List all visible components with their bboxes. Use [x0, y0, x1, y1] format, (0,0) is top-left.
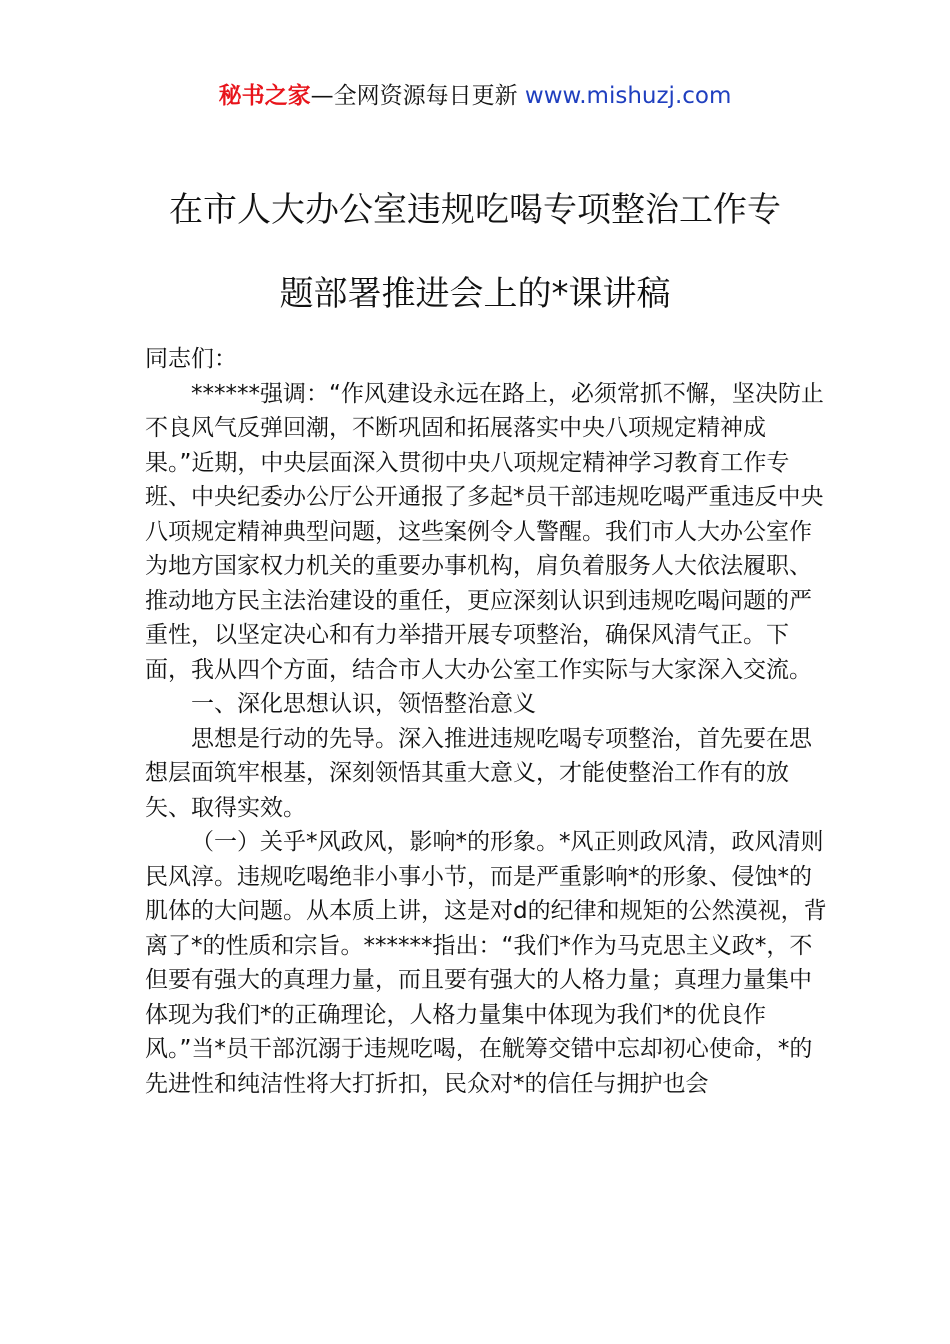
title-line-1: 在市人大办公室违规吃喝专项整治工作专 [169, 190, 781, 230]
paragraph-subsection-1: （一）关乎*风政风，影响*的形象。*风正则政风清，政风清则民风淳。违规吃喝绝非小事小节，而是严重影响*的形象、侵蚀*的肌体的大问题。从本质上讲，这是对d的纪律和规矩的公然漠视，背离了*的性质和宗旨。******指出：“我们*作为马克思主义政*，不但要有强大的真理力量，而且要有强大的人格力量；真理力量集中体现为我们*的正确理论，人格力量集中体现为我们*的优良作风。”当*员干部沉溺于违规吃喝，在觥筹交错中忘却初心使命，*的先进性和纯洁性将大打折扣，民众对*的信任与拥护也会 [145, 829, 827, 1097]
title-line-2: 题部署推进会上的*课讲稿 [279, 274, 671, 314]
paragraph-thought: 思想是行动的先导。深入推进违规吃喝专项整治，首先要在思想层面筑牢根基，深刻领悟其重大意义，才能使整治工作有的放矢、取得实效。 [145, 725, 812, 821]
header-tagline: —全网资源每日更新 [310, 83, 518, 109]
document-title [60, 168, 890, 336]
site-url[interactable]: www.mishuzj.com [524, 83, 732, 109]
paragraph-intro: ******强调：“作风建设永远在路上，必须常抓不懈，坚决防止不良风气反弹回潮，不断巩固和拓展落实中央八项规定精神成果。”近期，中央层面深入贯彻中央八项规定精神学习教育工作专班、中央纪委办公厅公开通报了多起*员干部违规吃喝严重违反中央八项规定精神典型问题，这些案例令人警醒。我们市人大办公室作为地方国家权力机关的重要办事机构，肩负着服务人大依法履职、推动地方民主法治建设的重任，更应深刻认识到违规吃喝问题的严重性，以坚定决心和有力举措开展专项整治，确保风清气正。下面，我从四个方面，结合市人大办公室工作实际与大家深入交流。 [145, 380, 824, 683]
section-heading-1: 一、深化思想认识，领悟整治意义 [191, 691, 536, 717]
brand-name: 秘书之家 [218, 83, 311, 109]
site-header [0, 80, 950, 112]
document-body [145, 342, 831, 1101]
salutation: 同志们： [145, 346, 237, 372]
